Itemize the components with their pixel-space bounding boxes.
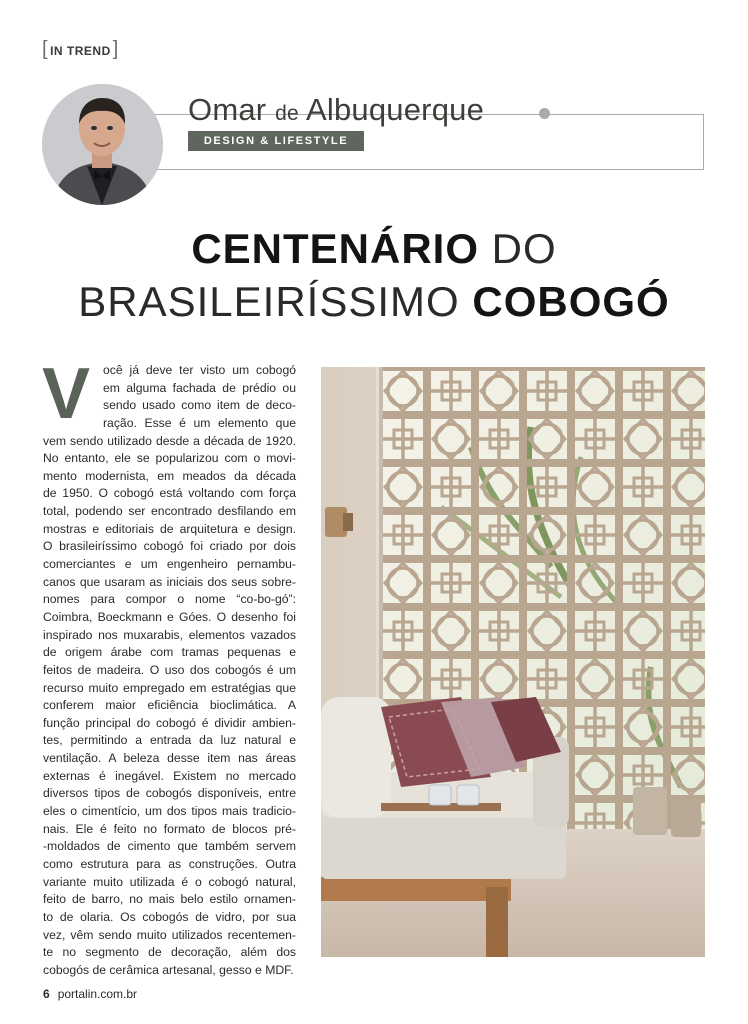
section-label: IN TREND: [50, 44, 111, 58]
cobogo-living-room-photo: [321, 367, 705, 957]
article-line: No entanto, ele se popularizou com o movi-: [43, 451, 296, 466]
article-line: to de olaria. Os cobogós de vidro, por sua: [43, 909, 296, 924]
article-line: canos que usaram as iniciais dos seus sobre-: [43, 574, 296, 589]
article-line: de 1950. O cobogó está voltando com força: [43, 486, 296, 501]
article-line: mostras e editoriais de arquitetura e design.: [43, 521, 296, 536]
article-line: mento modernista, em meados da década: [43, 468, 296, 483]
article-line: nais. Ele é feito no formato de blocos pré-: [43, 821, 296, 836]
author-portrait-icon: [42, 84, 163, 205]
article-line: tes, permitindo a entrada da luz natural e: [43, 733, 296, 748]
page-number: 6: [43, 987, 50, 1001]
headline-word-bold: COBOGÓ: [472, 278, 670, 325]
bracket-right-icon: ]: [112, 38, 119, 60]
headline-word-light: BRASILEIRÍSSIMO: [78, 278, 460, 325]
site-url: portalin.com.br: [57, 987, 138, 1001]
author-last-name: Albuquerque: [306, 92, 485, 127]
article-line: inspirado nos muxarabis, elementos vazados: [43, 627, 296, 642]
article-line: te no segmento de decoração, além dos: [43, 945, 296, 960]
article-photo: [321, 367, 705, 957]
article-line: nomes para compor o nome “co-bo-gó”:: [43, 592, 296, 607]
bracket-left-icon: [: [42, 38, 49, 60]
headline-line-2: [0, 278, 748, 326]
article-line: ventilação. A beleza desse item nas áreas: [43, 751, 296, 766]
article-line: eles o cimentício, um dos tipos mais tradicio-: [43, 804, 296, 819]
column-tag: DESIGN & LIFESTYLE: [188, 131, 364, 151]
article-line: total, podendo ser encontrado desfilando em: [43, 504, 296, 519]
article-line: diversos tipos de cobogós disponíveis, entre: [43, 786, 296, 801]
article-line: função principal do cobogó é dividir ambien-: [43, 715, 296, 730]
page-footer: [43, 987, 137, 1001]
headline-word-bold: CENTENÁRIO: [191, 225, 479, 272]
article-line: externas é inegável. Existem no mercado: [43, 768, 296, 783]
article-line: sendo usado como item de deco-: [103, 398, 296, 413]
author-particle: de: [275, 102, 299, 125]
headline-word-light: DO: [491, 225, 557, 272]
article-line: recurso muito empregado em estratégias que: [43, 680, 296, 695]
avatar: [42, 84, 163, 205]
drop-cap: V: [42, 354, 91, 434]
article-line: feito de barro, no mais belo estilo ornamen-: [43, 892, 296, 907]
article-line: -moldados de cimento que também servem: [43, 839, 296, 854]
author-first-name: Omar: [188, 92, 267, 127]
article-line: variante muito utilizada é o cobogó natural,: [43, 874, 296, 889]
article-line: ocê já deve ter visto um cobogó: [103, 363, 296, 377]
article-body: [42, 354, 296, 979]
article-line: ração. Esse é um elemento que: [103, 415, 296, 430]
article-line: em alguma fachada de prédio ou: [103, 380, 296, 395]
article-line: vem sendo utilizado desde a década de 1920.: [43, 433, 296, 448]
dot-icon: [539, 108, 550, 119]
section-tag: [42, 40, 119, 62]
article-line: feitos de madeira. O uso dos cobogós é um: [43, 662, 296, 677]
article-line: conferem maior eficiência bioclimática. A: [43, 698, 296, 713]
article-line: comerciantes e um engenheiro pernambu-: [43, 557, 296, 572]
article-line: vez, vêm sendo muito utilizados recentemen-: [43, 927, 296, 942]
article-line: Coimbra, Boeckmann e Góes. O desenho foi: [43, 609, 296, 624]
article-line: cobogós de cerâmica artesanal, gesso e MDF.: [43, 962, 294, 977]
article-line: como estrutura para as construções. Outra: [43, 856, 296, 871]
article-line: de origem árabe com tramas pequenas e: [43, 645, 296, 660]
headline-line-1: [0, 225, 748, 273]
author-name: [188, 92, 484, 128]
article-line: O brasileiríssimo cobogó foi criado por dois: [43, 539, 296, 554]
